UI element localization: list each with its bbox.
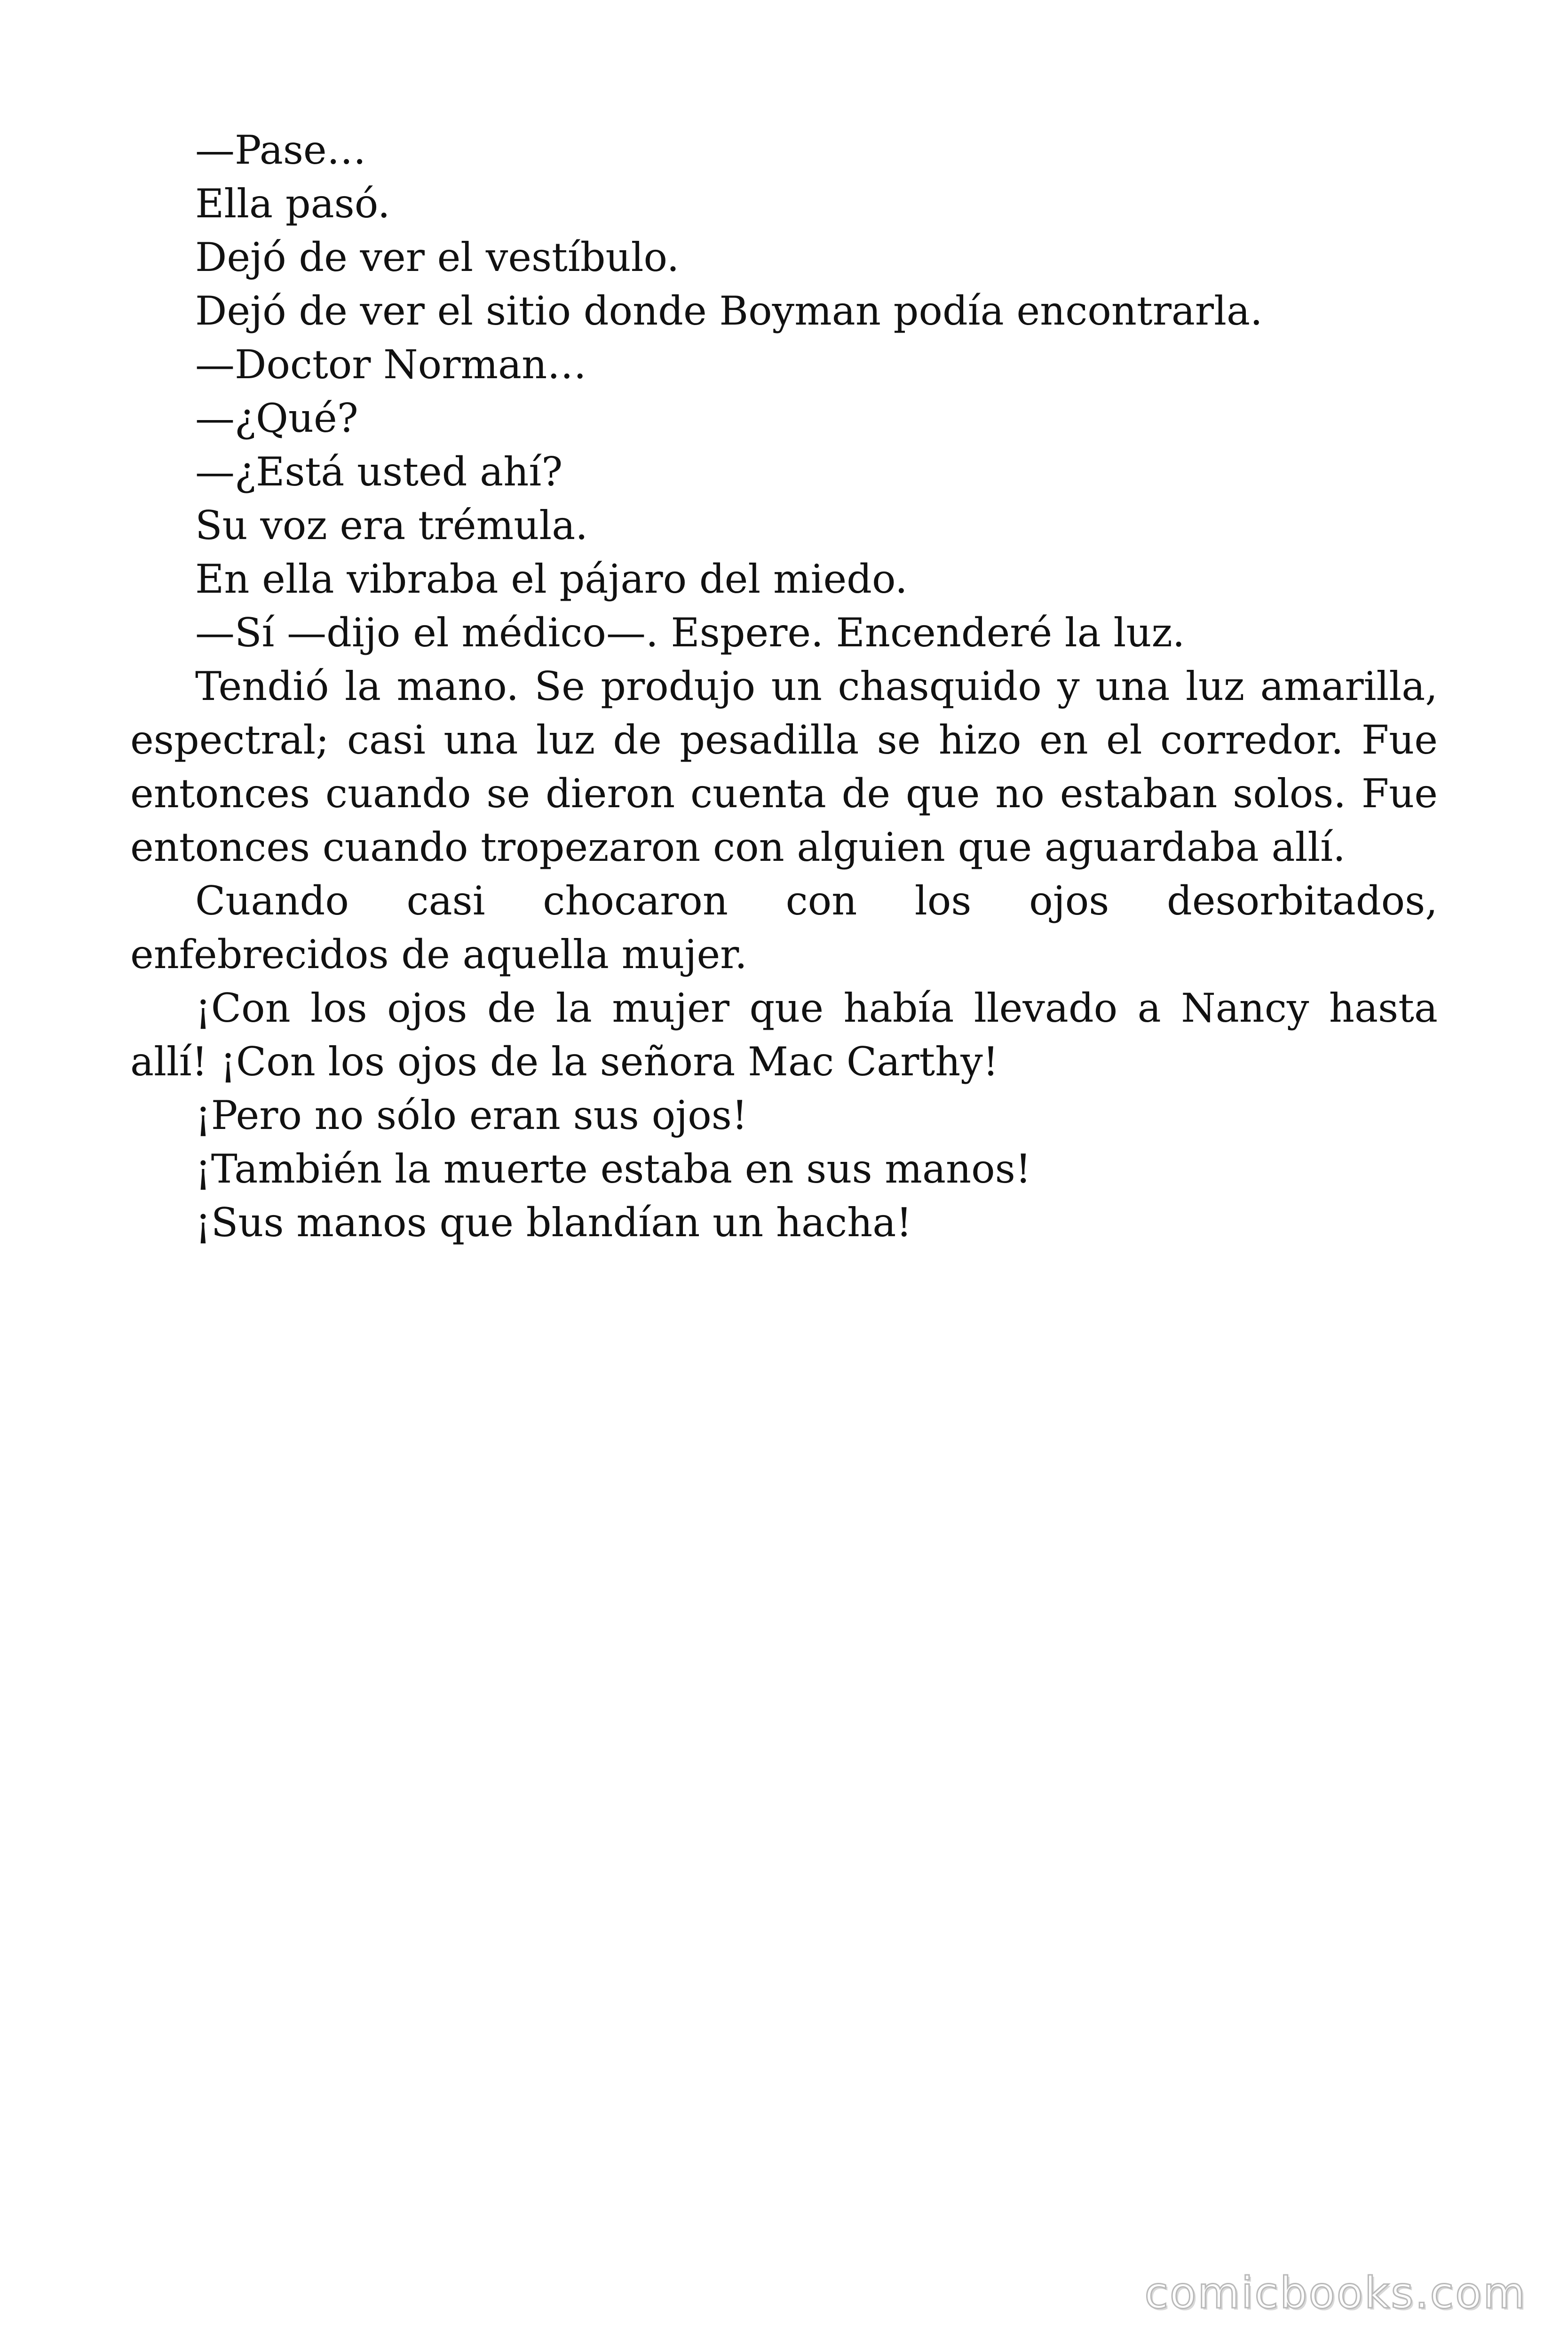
- paragraph: —Doctor Norman…: [195, 342, 587, 388]
- paragraph: Tendió la mano. Se produjo un chasquido y una luz amarilla, espectral; casi una luz de pesadilla se hizo en el corredor. Fue entonces cuando se dieron cuenta de que no estaban solos. Fue entonces cuando tropezaron con alguien que aguardaba allí.: [130, 663, 1438, 870]
- paragraph: —¿Qué?: [195, 395, 358, 441]
- paragraph: —Pase…: [195, 127, 366, 173]
- paragraph: —¿Está usted ahí?: [195, 449, 563, 495]
- paragraph: ¡Con los ojos de la mujer que había llevado a Nancy hasta allí! ¡Con los ojos de la señora Mac Carthy!: [130, 985, 1438, 1085]
- paragraph: Dejó de ver el sitio donde Boyman podía encontrarla.: [195, 288, 1263, 334]
- paragraph: ¡También la muerte estaba en sus manos!: [195, 1146, 1031, 1192]
- paragraph: Su voz era trémula.: [195, 502, 588, 548]
- paragraph: Dejó de ver el vestíbulo.: [195, 234, 680, 280]
- page-body-text: [130, 123, 1438, 1249]
- paragraph: ¡Sus manos que blandían un hacha!: [195, 1200, 912, 1246]
- paragraph: En ella vibraba el pájaro del miedo.: [195, 556, 908, 602]
- paragraph: —Sí —dijo el médico—. Espere. Encenderé la luz.: [195, 610, 1185, 656]
- watermark: comicbooks.com: [1144, 2268, 1527, 2318]
- paragraph: Cuando casi chocaron con los ojos desorbitados, enfebrecidos de aquella mujer.: [130, 878, 1438, 977]
- paragraph: Ella pasó.: [195, 181, 390, 227]
- paragraph: ¡Pero no sólo eran sus ojos!: [195, 1092, 748, 1138]
